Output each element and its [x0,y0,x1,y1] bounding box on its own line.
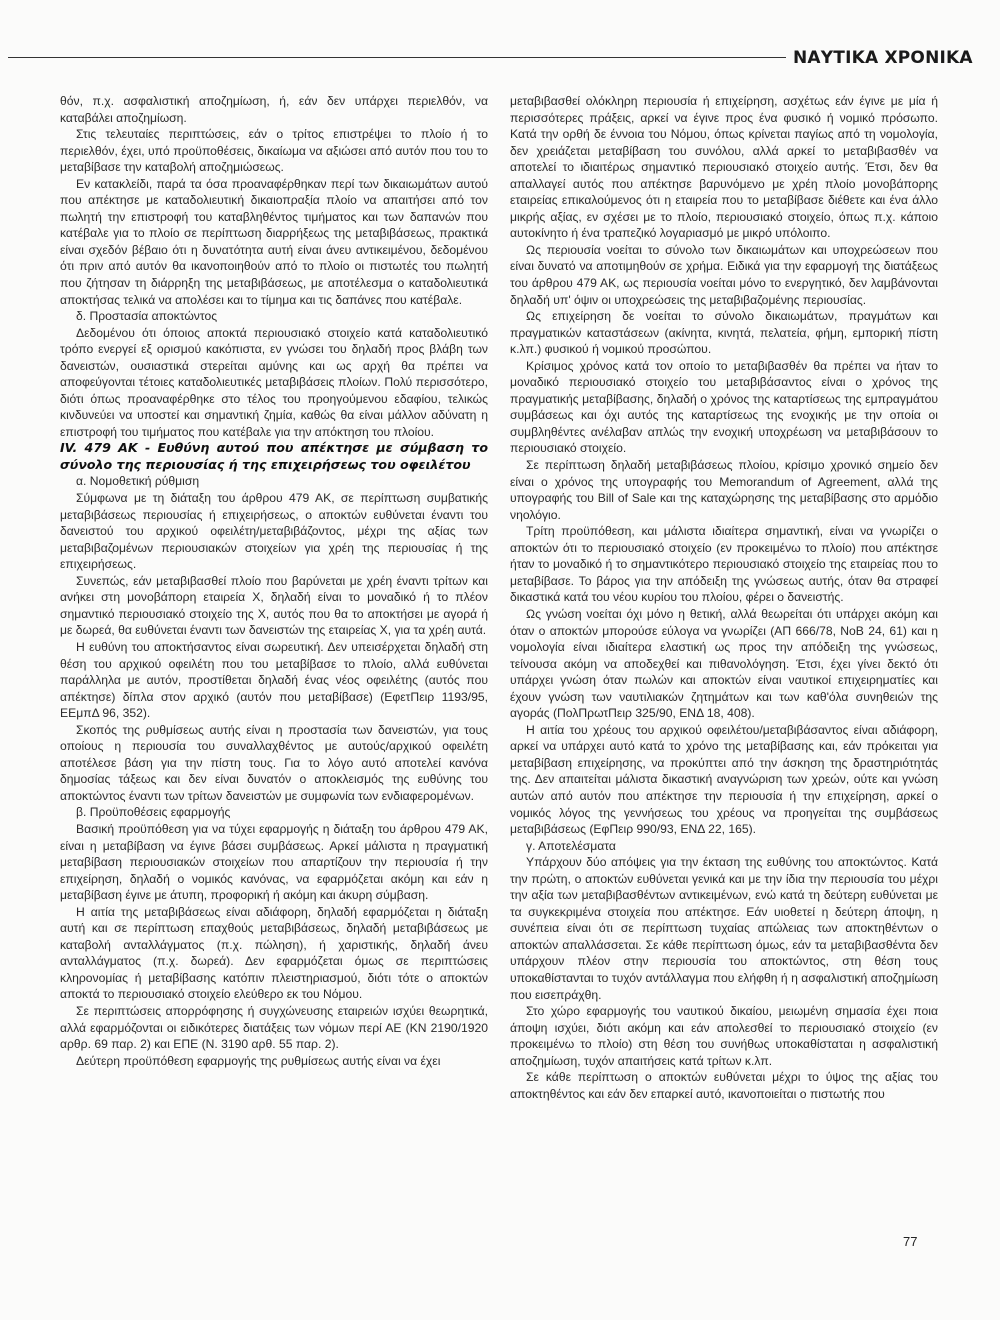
subheading: α. Νομοθετική ρύθμιση [76,474,200,489]
paragraph: Τρίτη προϋπόθεση, και μάλιστα ιδιαίτερα σημαντική, είναι να γνωρίζει ο αποκτών ότι το περιουσιακό στοιχείο (εν προκειμένω το πλοίο) που απέκτησε ήταν το μοναδικό ή το σημαντικότερο περιουσιακό στοιχείο της εταιρείας που το μεταβίβασε. Το βάρος για την απόδειξη της γνώσεως αυτής, όταν θα στραφεί δικαστικά κατά του νέου κυρίου του πλοίου, φέρει ο δανειστής. [510,524,938,605]
section-heading: IV. 479 ΑΚ - Ευθύνη αυτού που απέκτησε με σύμβαση το σύνολο της περιουσίας ή της επιχειρήσεως του οφειλέτου [60,440,488,472]
subheading: β. Προϋποθέσεις εφαρμογής [76,805,231,820]
paragraph: Η αιτία του χρέους του αρχικού οφειλέτου/μεταβιβάσαντος είναι αδιάφορη, αρκεί να υπάρχει αυτό κατά το χρόνο της μεταβίβασης και, εάν πρόκειται για μεταβίβαση επιχείρησης, να προκύπτει από την άσκηση της δραστηριότητάς της. Δεν απαιτείται μάλιστα δικαστική αναγνώριση των χρεών, ούτε και γνώση αυτών από αυτόν που απέκτησε την περιουσία ή την επιχείρηση, αρκεί ο νομικός λόγος της γεννήσεως του χρέους να προηγείται της συμβάσεως μεταβιβάσεως (ΕφΠειρ 990/93, ΕΝΔ 22, 165). [510,722,938,837]
left-column [60,93,488,1069]
paragraph: θόν, π.χ. ασφαλιστική αποζημίωση, ή, εάν δεν υπάρχει περιελθόν, να καταβάλει αποζημίωση. [60,94,488,125]
paragraph: Βασική προϋπόθεση για να τύχει εφαρμογής η διάταξη του άρθρου 479 ΑΚ, είναι η μεταβίβαση να έγινε βάσει συμβάσεως. Αρκεί μάλιστα η πραγματική μεταβίβαση περιουσιακών στοιχείων που απαρτίζουν την περιουσία ή την επιχείρηση, δηλαδή ο νομικός κανόνας, να εφαρμόζεται ακόμη και εάν η μεταβίβαση έγινε με άτυπη, προφορική ή ακόμη και άκυρη σύμβαση. [60,821,488,903]
paragraph: Στις τελευταίες περιπτώσεις, εάν ο τρίτος επιστρέψει το πλοίο ή το περιελθόν, έχει, υπό προϋποθέσεις, δικαίωμα να αξιώσει από αυτόν που του το μεταβίβασε την καταβολή αποζημιώσεως. [60,127,488,175]
paragraph: Ως επιχείρηση δε νοείται το σύνολο δικαιωμάτων, πραγμάτων και πραγματικών καταστάσεων (ακίνητα, κινητά, πελατεία, φήμη, εμπορική πίστη κ.λπ.) φυσικού ή νομικού προσώπου. [510,309,938,357]
subheading: δ. Προστασία αποκτώντος [76,309,218,324]
paragraph: μεταβιβασθεί ολόκληρη περιουσία ή επιχείρηση, ασχέτως εάν έγινε με μία ή περισσότερες πράξεις, αρκεί να έγινε προς ένα φυσικό ή νομικό πρόσωπο. Κατά την ορθή δε έννοια του Νόμου, όπως κρίνεται παγίως από τη νομολογία, δεν χρειάζεται μεταβίβαση του συνόλου, αλλά αρκεί το μεταβιβασθέν να αποτελεί το ιδιαιτέρως σημαντικό περιουσιακό στοιχείο αυτής. Έτσι, δεν θα απαλλαγεί αυτός που απέκτησε βαρυνόμενο με χρέη πλοίο μονοβάπορης εταιρείας επικαλούμενος ότι η εταιρεία που το μεταβίβασε διέθετε και ένα άλλο μικρής αξίας, εν σχέσει με το πλοίο, περιουσιακό στοιχείο, όπως π.χ. κάποιο αυτοκίνητο ή ένα τραπεζικό λογαριασμό με μικρό υπόλοιπο. [510,94,938,241]
header-rule [8,57,786,58]
subheading: γ. Αποτελέσματα [526,838,616,853]
right-column [510,93,938,1102]
paragraph: Κρίσιμος χρόνος κατά τον οποίο το μεταβιβασθέν θα πρέπει να ήταν το μοναδικό περιουσιακό στοιχείο του μεταβιβάσαντος είναι ο χρόνος της πραγματικής μεταβίβασης, δηλαδή ο χρόνος της καταρτίσεως της εμπραγμάτου συμβάσεως και όχι αυτός της καταρτίσεως της ενοχικής με την οποία οι συμβληθέντες ανέλαβαν απλώς την ενοχική υποχρέωση να μεταβιβάσουν το περιουσιακό στοιχείο. [510,358,938,456]
paragraph: Σύμφωνα με τη διάταξη του άρθρου 479 ΑΚ, σε περίπτωση συμβατικής μεταβιβάσεως περιουσίας ή επιχειρήσεως, ο αποκτών ευθύνεται έναντι του δανειστού του αρχικού οφειλέτη/μεταβιβάζοντος, μέχρι της αξίας των μεταβιβαζομένων περιουσιακών στοιχείων για χρέη της περιουσίας ή της επιχειρήσεως. [60,491,488,572]
paragraph: Υπάρχουν δύο απόψεις για την έκταση της ευθύνης του αποκτώντος. Κατά την πρώτη, ο αποκτών ευθύνεται γενικά και με την ίδια την περιουσία του μέχρι την αξία των μεταβιβασθέντων αντικειμένων, ενώ κατά τη δεύτερη ευθύνεται με τα συγκεκριμένα στοιχεία που απέκτησε. Εάν υιοθετεί η δεύτερη άποψη, η συνέπεια είναι ότι σε περίπτωση τυχαίας απώλειας των αποκτηθέντων ο αποκτών απαλλάσσεται. Σε κάθε περίπτωση όμως, εάν τα μεταβιβασθέντα δεν υπάρχουν πλέον στην περιουσία του αποκτώντος, στη θέση τους υποκαθίστανται το τυχόν αντάλλαγμα που ελήφθη ή η ασφαλιστική αποζημίωση που εισεπράχθη. [510,855,938,1002]
paragraph: Ως γνώση νοείται όχι μόνο η θετική, αλλά θεωρείται ότι υπάρχει ακόμη και όταν ο αποκτών μπορούσε εύλογα να γνωρίζει (ΑΠ 666/78, ΝοΒ 24, 61) και η νομολογία είναι ιδιαίτερα ελαστική ως προς την απόδειξη της γνώσεως, τείνουσα ακόμη να αποδεχθεί και πιθανολόγηση. Έτσι, έχει γίνει δεκτό ότι υπάρχει γνώση όταν πωλών και αποκτών είναι ναυτικοί επιχειρηματίες και έχουν γνώση των ναυτιλιακών ζητημάτων και των καθ'όλα συνηθειών της αγοράς (ΠολΠρωτΠειρ 325/90, ΕΝΔ 18, 408). [510,606,938,721]
paragraph: Δεδομένου ότι όποιος αποκτά περιουσιακό στοιχείο κατά καταδολιευτικό τρόπο ενεργεί εξ ορισμού κακόπιστα, εν γνώσει του δηλαδή προς βλάβη των δανειστών, ουσιαστικά στερείται αμύνης και ως αρχή θα πρέπει να αποφεύγονται τέτοιες καταδολιευτικές μεταβιβάσεις πλοίων. Πολύ περισσότερο, διότι όπως προαναφέρθηκε στο τέλος του προηγούμενου εδαφίου, τελικώς κινδυνεύει να υποστεί και σημαντική ζημία, καθώς θα είναι μάλλον αδύνατη η επιστροφή του τιμήματος που κατέβαλε για την απόκτηση του πλοίου. [60,325,488,439]
paragraph: Ως περιουσία νοείται το σύνολο των δικαιωμάτων και υποχρεώσεων που είναι δυνατό να αποτιμηθούν σε χρήμα. Ειδικά για την εφαρμογή της διατάξεως του άρθρου 479 ΑΚ, ως περιουσία νοείται μόνο το ενεργητικό, δεν λαμβάνονται δηλαδή υπ' όψιν οι υποχρεώσεις της μεταβιβαζομένης περιουσίας. [510,242,938,307]
running-title: ΝΑΥΤΙΚΑ ΧΡΟΝΙΚΑ [793,48,973,68]
paragraph: Συνεπώς, εάν μεταβιβασθεί πλοίο που βαρύνεται με χρέη έναντι τρίτων και ανήκει στη μονοβάπορη εταιρεία Χ, δηλαδή είναι το μοναδικό ή το πλέον σημαντικό περιουσιακό στοιχείο της Χ, αυτός που θα το αποκτήσει με αγορά ή με δωρεά, θα ευθύνεται έναντι των δανειστών της εταιρείας Χ, για τα χρέη αυτά. [60,573,488,638]
paragraph: Δεύτερη προϋπόθεση εφαρμογής της ρυθμίσεως αυτής είναι να έχει [76,1053,441,1068]
paragraph: Σε περίπτωση δηλαδή μεταβιβάσεως πλοίου, κρίσιμο χρονικό σημείο δεν είναι ο χρόνος της υπογραφής του Memorandum of Agreement, αλλά της υπογραφής του Bill of Sale και της καταχώρησης της μεταβίβασης στο αρμόδιο νηολόγιο. [510,458,938,522]
paragraph: Εν κατακλείδι, παρά τα όσα προαναφέρθηκαν περί των δικαιωμάτων αυτού που απέκτησε με καταδολιευτική δικαιοπραξία πλοίο να απαιτήσει από τον πωλητή την επιστροφή του καταβληθέντος τιμήματος και των δαπανών που κατέβαλε για το πλοίο σε περίπτωση διαρρήξεως της μεταβιβάσεως, πρακτικά είναι σχεδόν βέβαιο ότι η δυνατότητα αυτή είναι άνευ αντικειμένου, δεδομένου ότι πριν από αυτόν θα ικανοποιηθούν από το πλοίο οι πιστωτές του πωλητή που ζήτησαν τη διάρρηξη της μεταβιβάσεως, με αποτέλεσμα ο καταδολιευτικά αποκτήσας τελικά να απολέσει και το τίμημα και τις δαπάνες που κατέβαλε. [60,176,488,307]
paragraph: Η αιτία της μεταβιβάσεως είναι αδιάφορη, δηλαδή εφαρμόζεται η διάταξη αυτή και σε περίπτωση επαχθούς μεταβιβάσεως, δηλαδή μεταβιβάσεως με καταβολή ανταλλάγματος (π.χ. πώληση), ή χαριστικής, δηλαδή άνευ ανταλλάγματος (π.χ. δωρεά). Δεν εφαρμόζεται όμως σε περιπτώσεις κληρονομίας ή μεταβίβασης κατόπιν πλειστηριασμού, διότι τότε ο αποκτών αποκτά το περιουσιακό στοιχείο ελεύθερο εκ του Νόμου. [60,904,488,1002]
page-number: 77 [903,1234,918,1249]
paragraph: Σε περιπτώσεις απορρόφησης ή συγχώνευσης εταιρειών ισχύει θεωρητικά, αλλά εφαρμόζονται οι ειδικότερες διατάξεις των νόμων περί ΑΕ (ΚΝ 2190/1920 αρθρ. 69 παρ. 2) και ΕΠΕ (Ν. 3190 αρθ. 55 παρ. 2). [60,1003,488,1052]
paragraph: Σκοπός της ρυθμίσεως αυτής είναι η προστασία των δανειστών, για τους οποίους η περιουσία του συναλλαχθέντος με αυτούς/αρχικού οφειλέτη αποτέλεσε βάση για την πίστη τους. Για το λόγο αυτό αποτελεί κανόνα δημοσίας τάξεως και δεν είναι δυνατόν ο αποκλεισμός της ευθύνης του αποκτώντος έναντι των τρίτων δανειστών με συμφωνία των ενδιαφερομένων. [60,722,488,803]
paragraph: Η ευθύνη του αποκτήσαντος είναι σωρευτική. Δεν υπεισέρχεται δηλαδή στη θέση του αρχικού οφειλέτη που του μεταβίβασε το πλοίο, αλλά ευθύνεται παράλληλα με αυτόν, προστίθεται δηλαδή ένας νέος οφειλέτης (αυτός που απέκτησε) δίπλα στον αρχικό (αυτόν που μεταβίβασε) (ΕφετΠειρ 1193/95, ΕΕμπΔ 96, 352). [60,639,488,721]
paragraph: Στο χώρο εφαρμογής του ναυτικού δικαίου, μειωμένη σημασία έχει ποια άποψη ισχύει, διότι ακόμη και εάν απολεσθεί το περιουσιακό στοιχείο (εν προκειμένω το πλοίο) στη θέση του συνήθως υποκαθίσταται η ασφαλιστική αποζημίωση, τυχόν απαιτήσεις κατά τρίτων κ.λπ. [510,1004,938,1068]
paragraph: Σε κάθε περίπτωση ο αποκτών ευθύνεται μέχρι το ύψος της αξίας του αποκτηθέντος και εάν δεν επαρκεί αυτό, ικανοποιείται ο πιστωτής που [510,1070,938,1101]
